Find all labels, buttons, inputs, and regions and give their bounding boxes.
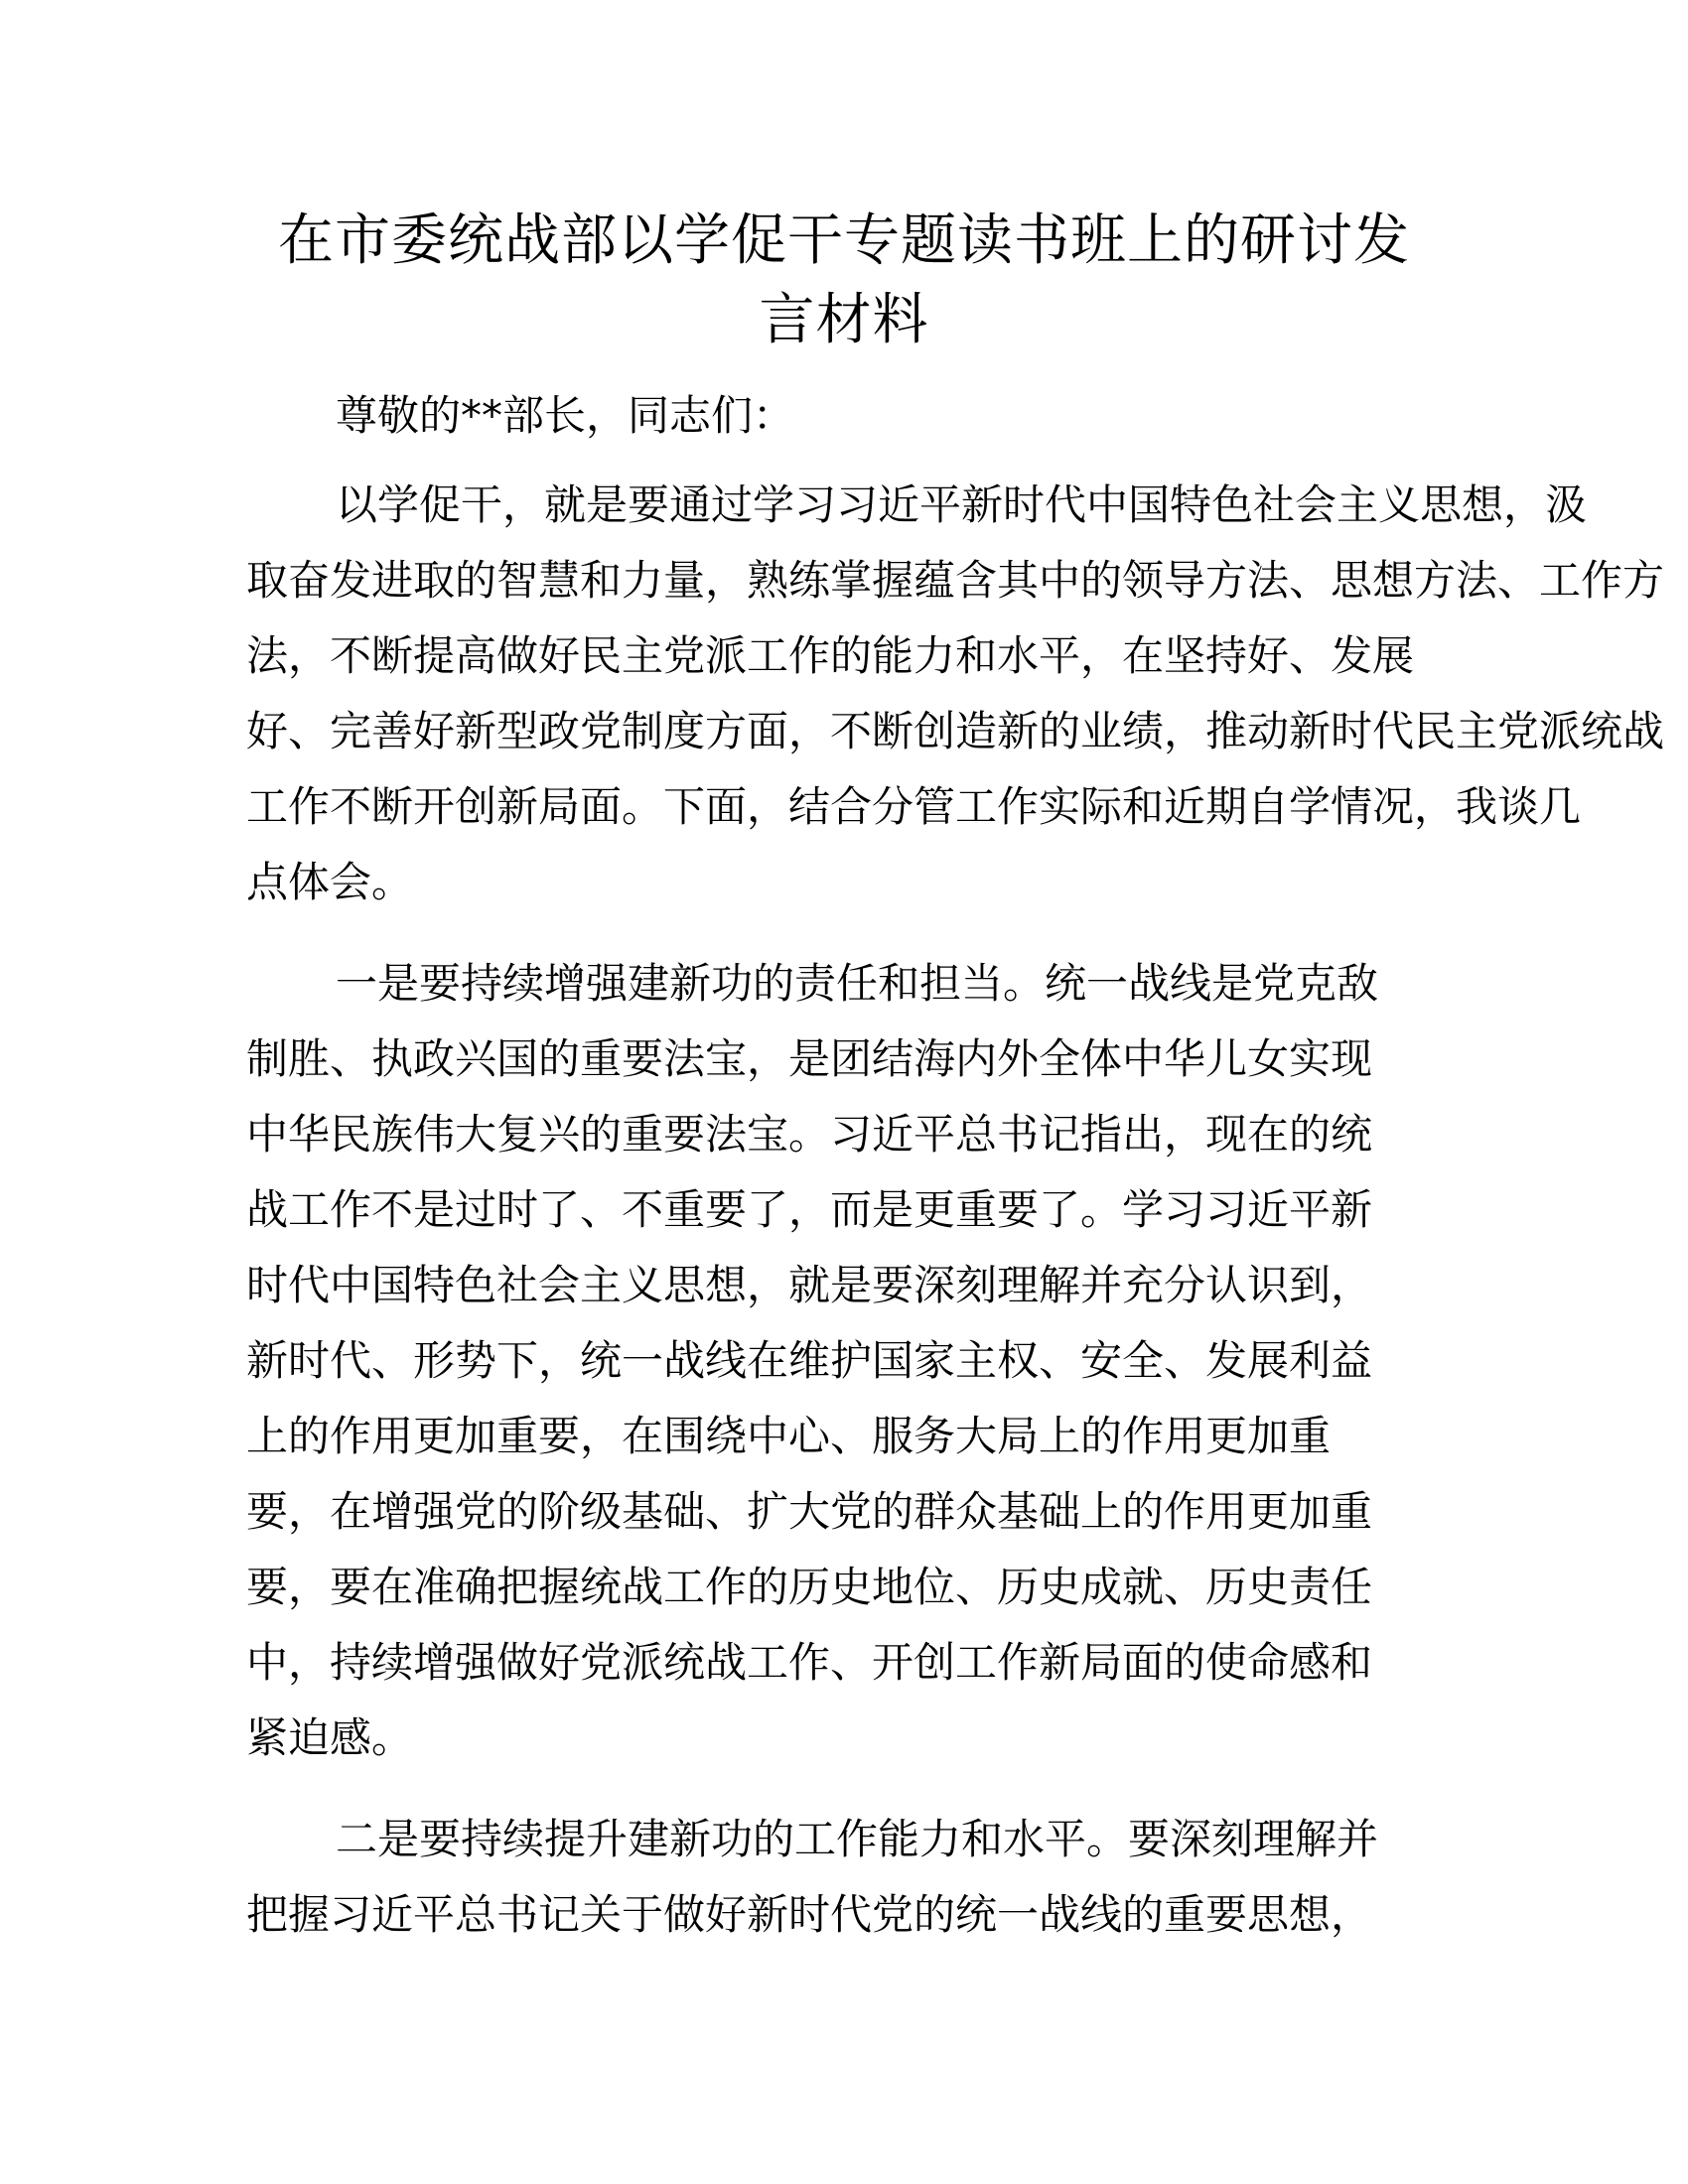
paragraph-2-line-1: 一是要持续增强建新功的责任和担当。统一战线是党克敌 <box>336 959 1379 1008</box>
paragraph-2-line-4: 战工作不是过时了、不重要了，而是更重要了。学习习近平新 <box>246 1185 1373 1234</box>
paragraph-3-line-2: 把握习近平总书记关于做好新时代党的统一战线的重要思想， <box>246 1890 1373 1939</box>
paragraph-1-line-1: 以学促干，就是要通过学习习近平新时代中国特色社会主义思想，汲 <box>336 480 1588 529</box>
paragraph-2-line-9: 要，要在准确把握统战工作的历史地位、历史成就、历史责任 <box>246 1563 1373 1611</box>
paragraph-2-line-7: 上的作用更加重要，在围绕中心、服务大局上的作用更加重 <box>246 1412 1332 1460</box>
paragraph-1-line-6: 点体会。 <box>246 858 414 906</box>
paragraph-2-line-5: 时代中国特色社会主义思想，就是要深刻理解并充分认识到， <box>246 1261 1373 1309</box>
paragraph-2-line-3: 中华民族伟大复兴的重要法宝。习近平总书记指出，现在的统 <box>246 1110 1373 1159</box>
salutation: 尊敬的**部长，同志们： <box>336 391 795 440</box>
document-title-line-1: 在市委统战部以学促干专题读书班上的研讨发 <box>278 208 1410 273</box>
paragraph-1-line-5: 工作不断开创新局面。下面，结合分管工作实际和近期自学情况，我谈几 <box>246 782 1582 831</box>
paragraph-1-line-2: 取奋发进取的智慧和力量，熟练掌握蕴含其中的领导方法、思想方法、工作方 <box>246 556 1665 605</box>
paragraph-2-line-8: 要，在增强党的阶级基础、扩大党的群众基础上的作用更加重 <box>246 1487 1373 1536</box>
paragraph-3-line-1: 二是要持续提升建新功的工作能力和水平。要深刻理解并 <box>336 1815 1379 1863</box>
paragraph-2-line-10: 中，持续增强做好党派统战工作、开创工作新局面的使命感和 <box>246 1638 1373 1687</box>
paragraph-2-line-11: 紧迫感。 <box>246 1713 414 1762</box>
paragraph-2-line-6: 新时代、形势下，统一战线在维护国家主权、安全、发展利益 <box>246 1336 1373 1385</box>
document-title-line-2: 言材料 <box>759 288 929 352</box>
paragraph-1-line-3: 法，不断提高做好民主党派工作的能力和水平，在坚持好、发展 <box>246 631 1415 680</box>
paragraph-2-line-2: 制胜、执政兴国的重要法宝，是团结海内外全体中华儿女实现 <box>246 1034 1373 1083</box>
paragraph-1-line-4: 好、完善好新型政党制度方面，不断创造新的业绩，推动新时代民主党派统战 <box>246 707 1665 755</box>
